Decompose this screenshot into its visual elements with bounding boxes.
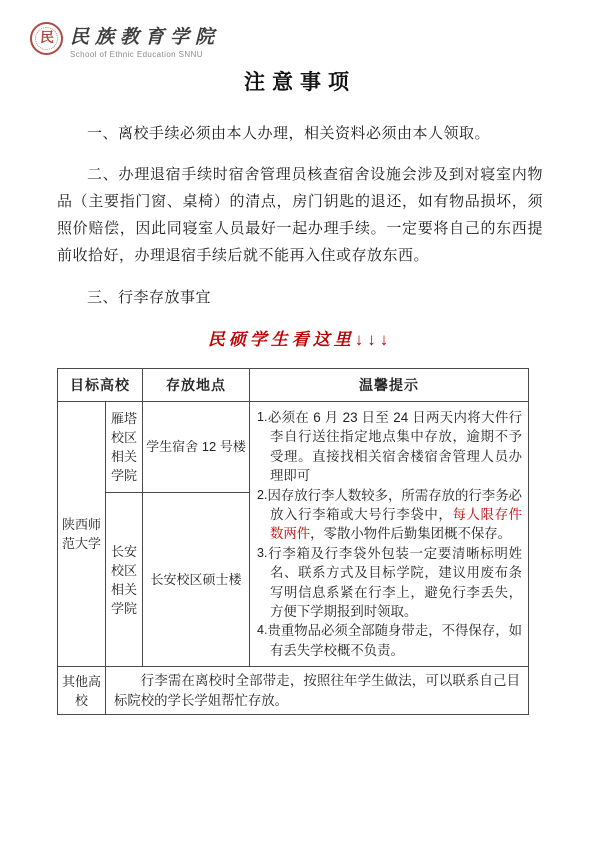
tip-item-1 xyxy=(257,408,522,486)
paragraph-checkout-procedure: 二、办理退宿手续时宿舍管理员核查宿舍设施会涉及到对寝室内物品（主要指门窗、桌椅）的清点，房门钥匙的退还，如有物品损坏，须照价赔偿，因此同寝室人员最好一起办理手续。一定要将自己的东西提前收拾好，办理退宿手续后就不能再入住或存放东西。 xyxy=(57,167,543,264)
tip-text-after: ，零散小物件后勤集团概不保存。 xyxy=(310,526,512,542)
table-row-other xyxy=(58,667,529,715)
red-callout-text: 民硕学生看这里↓↓↓ xyxy=(207,330,393,349)
col-header-storage-location: 存放地点 xyxy=(143,369,250,402)
tips-cell xyxy=(250,402,529,667)
other-university-cell: 其他高校 xyxy=(58,667,106,715)
letterhead xyxy=(30,22,220,59)
tip-item-3 xyxy=(257,544,522,622)
table-header-row xyxy=(58,369,529,402)
campus-cell-changan: 长安校区相关学院 xyxy=(106,492,143,666)
seal-character: 民 xyxy=(39,30,55,46)
tip-highlight-limit: 每人限存件数两件 xyxy=(270,507,523,542)
school-name-english: School of Ethnic Education SNNU xyxy=(70,50,203,59)
tip-text: 贵重物品必须全部随身带走，不得保存，如有丢失学校概不负责。 xyxy=(267,623,522,658)
campus-cell-yanta: 雁塔校区相关学院 xyxy=(106,402,143,493)
school-name-calligraphy: 民族教育学院 xyxy=(70,27,221,48)
tip-number: 4. xyxy=(257,623,268,638)
luggage-storage-table xyxy=(57,368,529,715)
tip-number: 3. xyxy=(257,545,268,560)
tip-text: 行李箱及行李袋外包装一定要清晰标明姓名、联系方式及目标学院，建议用废布条写明信息系紧在行李上，避免行李丢失，方便下学期报到时领取。 xyxy=(267,545,522,620)
tip-item-4 xyxy=(257,621,522,660)
university-cell: 陕西师范大学 xyxy=(58,402,106,667)
page-title: 注意事项 xyxy=(244,70,356,94)
tip-number: 1. xyxy=(257,410,268,424)
col-header-tips: 温馨提示 xyxy=(250,369,529,402)
other-instructions-text: 行李需在离校时全部带走，按照往年学生做法，可以联系自己目标院校的学长学姐帮忙存放。 xyxy=(114,673,520,708)
tip-number: 2. xyxy=(257,487,268,502)
tip-text: 必须在 6 月 23 日至 24 日两天内将大件行李自行送往指定地点集中存放，逾期不予受理。直接找相关宿舍楼宿舍管理人员办理即可 xyxy=(267,410,522,484)
paragraph-leave-procedure: 一、离校手续必须由本人办理，相关资料必须由本人领取。 xyxy=(87,126,491,142)
logo-text-block xyxy=(70,22,220,59)
location-cell-yanta: 学生宿舍 12 号楼 xyxy=(143,402,250,493)
school-seal-icon xyxy=(30,22,63,55)
col-header-target-university: 目标高校 xyxy=(58,369,143,402)
tip-text: 因存放行李人数较多，所需存放的行李务必放入行李箱或大号行李袋中， xyxy=(267,487,522,523)
location-cell-changan: 长安校区硕士楼 xyxy=(143,492,250,666)
other-university-instructions xyxy=(106,667,529,715)
table-row-yanta xyxy=(58,402,529,493)
paragraph-luggage-heading: 三、行李存放事宜 xyxy=(87,290,212,306)
tip-item-2 xyxy=(257,486,522,544)
